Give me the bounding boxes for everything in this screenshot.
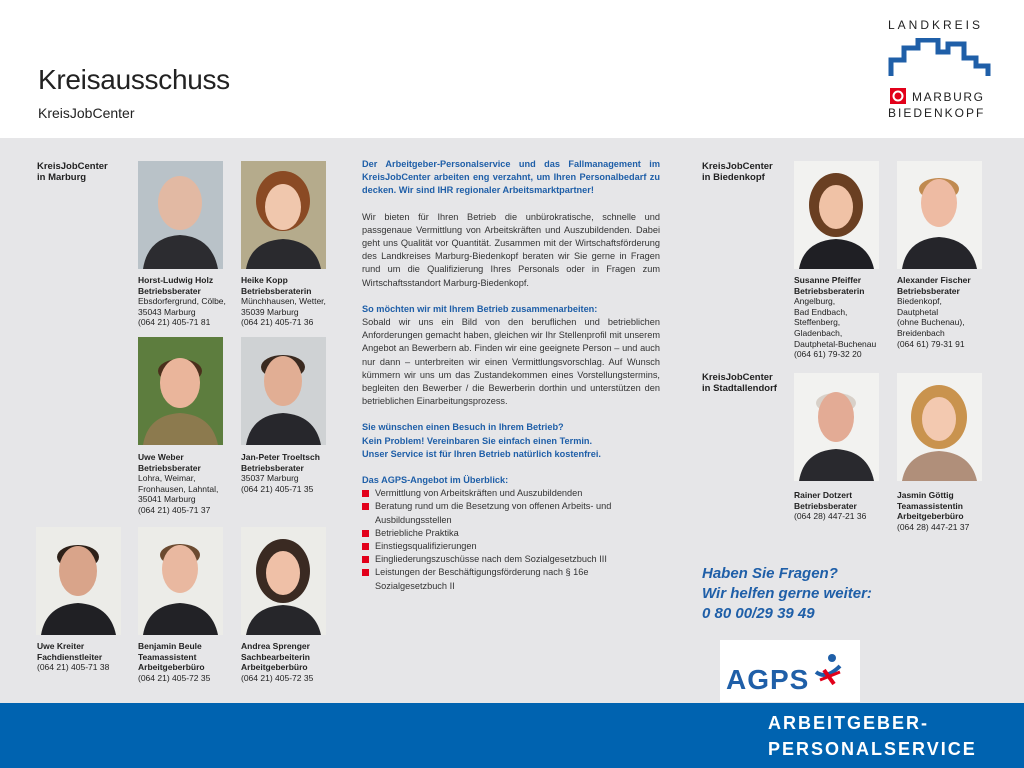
person-phone: (064 21) 405-72 35 [138,672,211,683]
cta-phone: 0 80 00/29 39 49 [702,605,815,622]
agps-mark-icon [810,650,850,690]
heading-overview: Das AGPS-Angebot im Überblick: [362,475,509,486]
portrait-photo [897,161,982,269]
bullet-square-icon [362,569,369,576]
person-detail: Steffenberg, [794,317,841,328]
person-role: Betriebsberaterin [794,285,865,296]
logo-line-1: LANDKREIS [888,18,984,32]
list-item-text: Vermittlung von Arbeitskräften und Auszubildenden [375,488,583,499]
person-card [37,641,109,673]
list-item [362,527,660,540]
list-item-text: Einstiegsqualifizierungen [375,541,477,552]
person-phone: (064 28) 447-21 37 [897,521,970,532]
section-stadtallendorf-line2: in Stadtallendorf [702,383,777,394]
person-phone: (064 21) 405-71 35 [241,483,314,494]
section-marburg-line2: in Marburg [37,172,87,183]
bullet-square-icon [362,503,369,510]
section-biedenkopf-line1: KreisJobCenter [702,161,773,172]
person-phone: (064 21) 405-71 81 [138,317,211,328]
person-detail: Ebsdorfergrund, Cölbe, [138,296,226,307]
main-text [362,158,660,593]
portrait-photo [241,337,326,445]
paragraph-offer: Wir bieten für Ihren Betrieb die unbürokratische, schnelle und passgenaue Vermittlung von Arbeitskräften und Auszubildenden. Dabei geht uns Qualität vor Quantität. Zusammen mit der Wirtschaftsförderung des Landkreises Marburg-Biedenkopf beraten wir Sie gerne in Fragen rund um die Qualifizierung Ihres Personals oder in Fragen zum Wirtschaftsstandort Marburg-Biedenkopf. [362,211,660,288]
person-detail: 35039 Marburg [241,306,299,317]
list-item-text: Eingliederungszuschüsse nach dem Sozialgesetzbuch III [375,554,607,565]
list-item [362,487,660,500]
portrait-photo [138,527,223,635]
agps-wordmark: AGPS [726,664,810,695]
page-header [0,0,1024,138]
intro-text: Der Arbeitgeber-Personalservice und das Fallmanagement im KreisJobCenter arbeiten eng verzahnt, um Ihren Personalbedarf zu decken. Wir sind IHR regionaler Arbeitsmarktpartner! [362,159,660,196]
person-role: Arbeitgeberbüro [897,511,964,522]
section-stadtallendorf [702,372,777,394]
person-role: Arbeitgeberbüro [241,662,308,673]
person-detail: (ohne Buchenau), [897,317,965,328]
list-item-text: Betriebliche Praktika [375,527,459,538]
page-title: Kreisausschuss [38,64,230,95]
person-detail: Gladenbach, [794,327,843,338]
contact-callout [702,564,872,624]
logo-line-2: MARBURG [912,90,985,104]
section-biedenkopf-line2: in Biedenkopf [702,172,765,183]
list-item-text: Beratung rund um die Besetzung von offenen Arbeits- und Ausbildungsstellen [375,501,612,525]
portrait-photo [241,527,326,635]
section-marburg [37,161,108,183]
bullet-square-icon [362,543,369,550]
person-role: Betriebsberater [897,285,960,296]
cta-line-1: Haben Sie Fragen? [702,565,838,582]
portrait-photo [794,373,879,481]
person-card [897,275,971,349]
visit-line-3: Unser Service ist für Ihren Betrieb natürlich kostenfrei. [362,448,601,459]
person-role: Betriebsberater [138,462,201,473]
person-phone: (064 21) 405-71 37 [138,504,211,515]
landkreis-logo [880,14,1000,126]
person-detail: Münchhausen, Wetter, [241,296,326,307]
section-biedenkopf [702,161,773,183]
person-name: Andrea Sprenger [241,641,310,651]
person-name: Rainer Dotzert [794,490,853,500]
person-role: Sachbearbeiterin [241,651,310,662]
portrait-photo [138,161,223,269]
person-name: Horst-Ludwig Holz [138,275,214,285]
person-role: Fachdienstleiter [37,651,103,662]
person-card [794,490,866,522]
person-detail: 35041 Marburg [138,494,196,505]
person-phone: (064 61) 79-31 91 [897,338,965,349]
person-card [138,641,210,683]
person-name: Uwe Kreiter [37,641,85,651]
seal-icon [890,88,906,104]
paragraph-cooperation: Sobald wir uns ein Bild von den beruflichen und betrieblichen Anforderungen gemacht haben, gleichen wir Ihr Stellenprofil mit unserem Angebot an Bewerbern ab. Finden wir eine geeignete Person – und auch nur dann – unterbreiten wir einen Vermittlungsvorschlag. Auf Wunsch kümmern wir uns um das Zustandekommen eines Vorstellungstermins, begleiten den Bewerber / die Bewerberin dorthin und unterstützen den betrieblichen Einarbeitungsprozess. [362,317,660,407]
list-item [362,540,660,553]
bullet-square-icon [362,490,369,497]
page-subtitle: KreisJobCenter [38,105,135,121]
person-name: Jasmin Göttig [897,490,954,500]
section-marburg-line1: KreisJobCenter [37,161,108,172]
offer-list [362,487,660,593]
list-item [362,566,660,592]
person-name: Jan-Peter Troeltsch [241,452,320,462]
person-card [897,490,969,532]
person-detail: Lohra, Weimar, [138,473,196,484]
portrait-photo [138,337,223,445]
list-item [362,500,660,526]
castle-icon [888,38,992,78]
person-card [241,275,326,328]
person-phone: (064 21) 405-71 36 [241,317,314,328]
footer-line-1: ARBEITGEBER- [768,713,930,733]
section-stadtallendorf-line1: KreisJobCenter [702,372,773,383]
cta-line-2: Wir helfen gerne weiter: [702,585,872,602]
person-role: Betriebsberater [138,285,201,296]
person-detail: Bad Endbach, [794,306,848,317]
person-card [241,641,313,683]
person-role: Betriebsberater [794,500,857,511]
person-name: Uwe Weber [138,452,184,462]
person-phone: (064 28) 447-21 36 [794,511,867,522]
person-phone: (064 21) 405-72 35 [241,672,314,683]
person-role: Teamassistent [138,651,197,662]
person-role: Arbeitgeberbüro [138,662,205,673]
person-role: Betriebsberaterin [241,285,312,296]
person-phone: (064 21) 405-71 38 [37,662,110,673]
person-detail: Dautphetal [897,306,939,317]
list-item [362,553,660,566]
person-detail: Angelburg, [794,296,836,307]
heading-cooperation: So möchten wir mit Ihrem Betrieb zusammenarbeiten: [362,303,598,314]
bullet-square-icon [362,556,369,563]
visit-line-2: Kein Problem! Vereinbaren Sie einfach einen Termin. [362,435,593,446]
person-name: Heike Kopp [241,275,288,285]
person-card [794,275,876,360]
person-detail: 35037 Marburg [241,473,299,484]
person-detail: 35043 Marburg [138,306,196,317]
person-name: Alexander Fischer [897,275,971,285]
visit-line-1: Sie wünschen einen Besuch in Ihrem Betrieb? [362,422,564,433]
footer-band [0,703,1024,768]
person-detail: Fronhausen, Lahntal, [138,483,219,494]
list-item-text: Leistungen der Beschäftigungsförderung nach § 16e Sozialgesetzbuch II [375,567,589,591]
person-phone: (064 61) 79-32 20 [794,349,862,360]
person-name: Susanne Pfeiffer [794,275,862,285]
portrait-photo [241,161,326,269]
footer-line-2: PERSONALSERVICE [768,739,977,759]
agps-logo [720,640,860,702]
person-detail: Biedenkopf, [897,296,942,307]
portrait-photo [794,161,879,269]
portrait-photo [36,527,121,635]
person-card [138,275,226,328]
person-detail: Dautphetal-Buchenau [794,338,877,349]
person-card [241,452,320,494]
portrait-photo [897,373,982,481]
logo-line-3: BIEDENKOPF [888,106,986,120]
person-role: Betriebsberater [241,462,304,473]
bullet-square-icon [362,530,369,537]
person-name: Benjamin Beule [138,641,202,651]
person-role: Teamassistentin [897,500,963,511]
person-detail: Breidenbach [897,327,945,338]
person-card [138,452,218,516]
